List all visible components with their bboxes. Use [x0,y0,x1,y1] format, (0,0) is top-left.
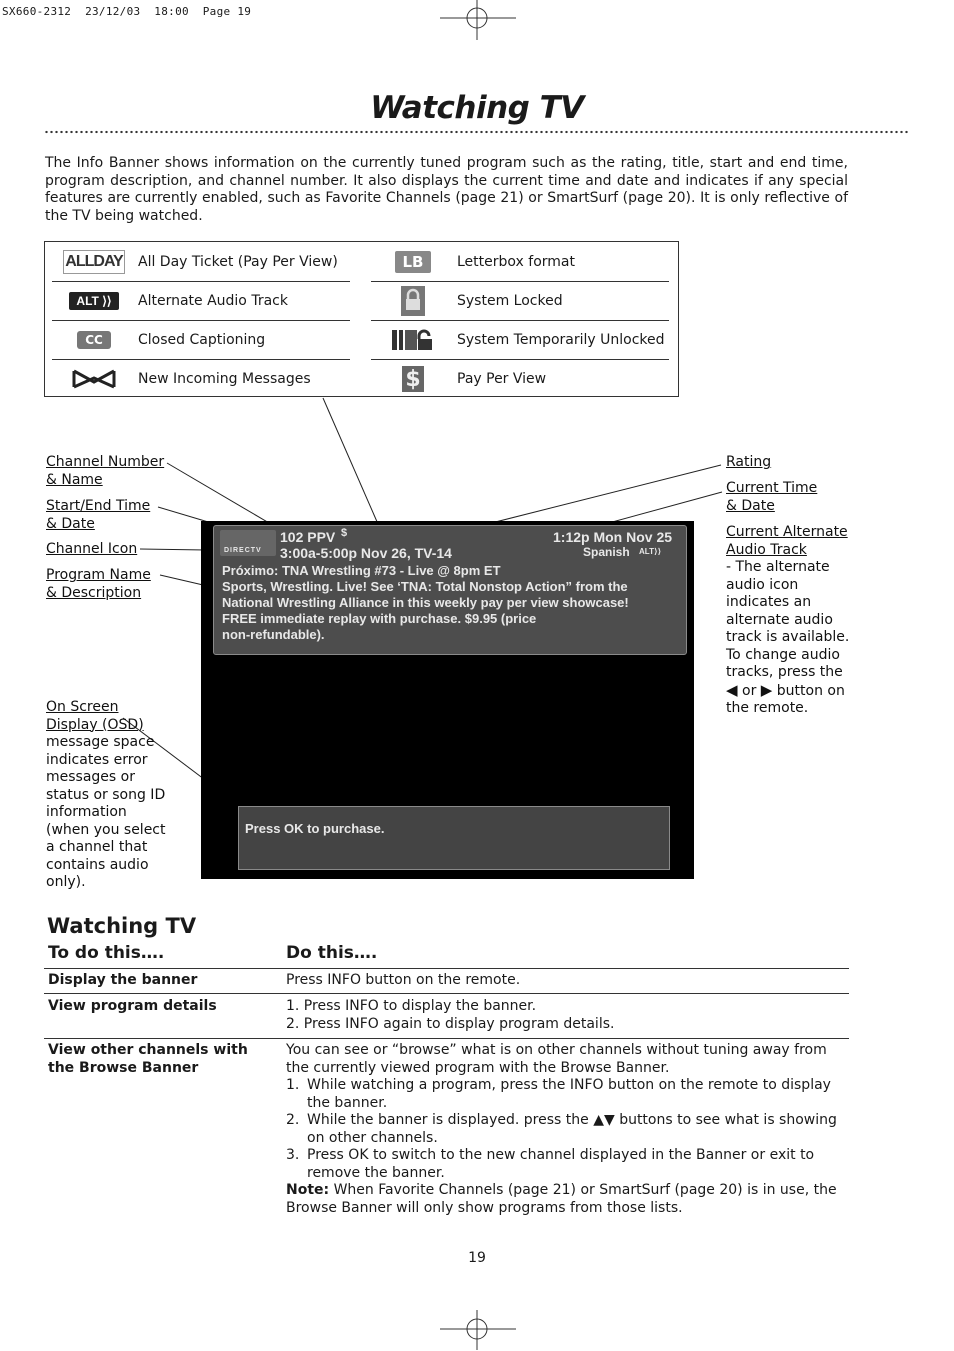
osd-message-box [238,806,670,870]
legend-label: Letterbox format [457,254,575,270]
program-line: FREE immediate replay with purchase. $9.95 (price [222,611,537,626]
registration-mark-top [440,0,516,40]
info-banner [213,525,687,655]
print-slug: SX660-2312 23/12/03 18:00 Page 19 [2,5,252,18]
table-action: Press INFO button on the remote. [286,972,521,988]
channel-number: 102 PPV [280,529,336,545]
callout-rating: Rating [726,454,772,470]
osd-message: Press OK to purchase. [245,821,385,836]
table-task: View other channels with the Browse Banner [48,1042,248,1076]
legend-row [52,282,350,321]
icon-legend [44,241,679,397]
table-rule [44,993,849,994]
legend-label: System Temporarily Unlocked [457,332,665,348]
legend-label: New Incoming Messages [138,371,311,387]
list-item: 1. While watching a program, press the INFO button on the remote to display the banner. [286,1077,831,1111]
message-icon [52,368,136,390]
channel-logo-icon: DIRECTV [220,530,276,556]
program-line: National Wrestling Alliance in this weekly pay per view showcase! [222,595,629,610]
legend-label: All Day Ticket (Pay Per View) [138,254,338,270]
callout-program-name: Program Name & Description [46,567,151,601]
legend-label: Closed Captioning [138,332,266,348]
column-header-task: To do this…. [48,943,165,963]
registration-mark-bottom [440,1310,516,1350]
right-arrow-icon: ▶ [760,680,773,699]
list-item: 2. While the banner is displayed. press the ▲▼ buttons to see what is showing on other channels. [286,1112,837,1146]
legend-row [371,243,669,282]
current-time: 1:12p Mon Nov 25 [553,529,673,545]
program-line: Próximo: TNA Wrestling #73 - Live @ 8pm ET [222,563,501,578]
dotted-divider [44,130,910,134]
intro-paragraph: The Info Banner shows information on the currently tuned program such as the rating, title, start and end time, program description, and channel number. It also displays the current time and date and indicates if any special features are currently enabled, such as Favorite Channels (page 21) or SmartSurf (page 20). It is only reflective of the TV being watched. [45,155,848,224]
legend-row [371,282,669,321]
callout-channel-icon: Channel Icon [46,541,138,557]
callout-current-time: Current Time & Date [726,480,818,514]
callout-alt-audio: Current Alternate Audio Track - The alternate audio icon indicates an alternate audio track is available. To change audio tracks, press the ◀ or ▶ button on the remote. [726,524,850,716]
audio-language: Spanish [583,545,630,559]
lock-icon [371,286,455,316]
unlock-icon [371,328,455,352]
table-task: Display the banner [48,972,198,988]
alt-audio-icon: ALT ⟩⟩ [52,292,136,310]
start-end-time: 3:00a-5:00p Nov 26, TV-14 [280,545,452,561]
legend-label: System Locked [457,293,563,309]
legend-row [52,321,350,360]
program-line: non-refundable). [222,627,325,642]
legend-row [371,321,669,360]
up-down-arrows-icon: ▲▼ [593,1112,615,1128]
dollar-icon [371,366,455,392]
callout-osd: On Screen Display (OSD) message space indicates error messages or status or song ID information (when you select a channel that contains audio only). [46,699,166,890]
legend-label: Alternate Audio Track [138,293,288,309]
left-arrow-icon: ◀ [726,680,738,699]
alt-audio-icon: ALT⟩⟩ [639,547,662,556]
table-action: You can see or “browse” what is on other channels without tuning away from the currently viewed program with the Browse Banner. 1. While watching a program, press the INFO button on the remote to display the banner. 2. While the banner is displayed. press the ▲▼ buttons to see what is showing on other channels. 3. Press OK to switch to the new channel displayed in the Banner or exit to remove the banner. Note: When Favorite Channels (page 21) or SmartSurf (page 20) is in use, the Browse Banner will only show programs from those lists. [286,1042,847,1217]
section-heading: Watching TV [47,914,197,938]
legend-row [371,360,669,398]
allday-icon: ALLDAY [52,250,136,274]
legend-row [52,360,350,398]
table-rule [44,968,849,969]
closed-caption-icon: CC [52,331,136,349]
list-item: 3. Press OK to switch to the new channel displayed in the Banner or exit to remove the banner. [286,1147,815,1181]
letterbox-icon: LB [371,251,455,273]
svg-text:$: $ [405,367,421,392]
column-header-action: Do this…. [286,943,378,963]
callout-channel-number: Channel Number & Name [46,454,165,488]
table-rule [44,1038,849,1039]
program-line: Sports, Wrestling. Live! See ‘TNA: Total Nonstop Action” from the [222,579,628,594]
page-title: Watching TV [370,90,584,126]
page-number: 19 [468,1250,486,1266]
callout-start-end-time: Start/End Time & Date [46,498,151,532]
tv-screen [201,521,694,879]
legend-row [52,243,350,282]
table-action: 1. Press INFO to display the banner. 2. Press INFO again to display program details. [286,998,615,1032]
legend-label: Pay Per View [457,371,547,387]
table-task: View program details [48,998,217,1014]
ppv-icon: $ [341,527,348,539]
